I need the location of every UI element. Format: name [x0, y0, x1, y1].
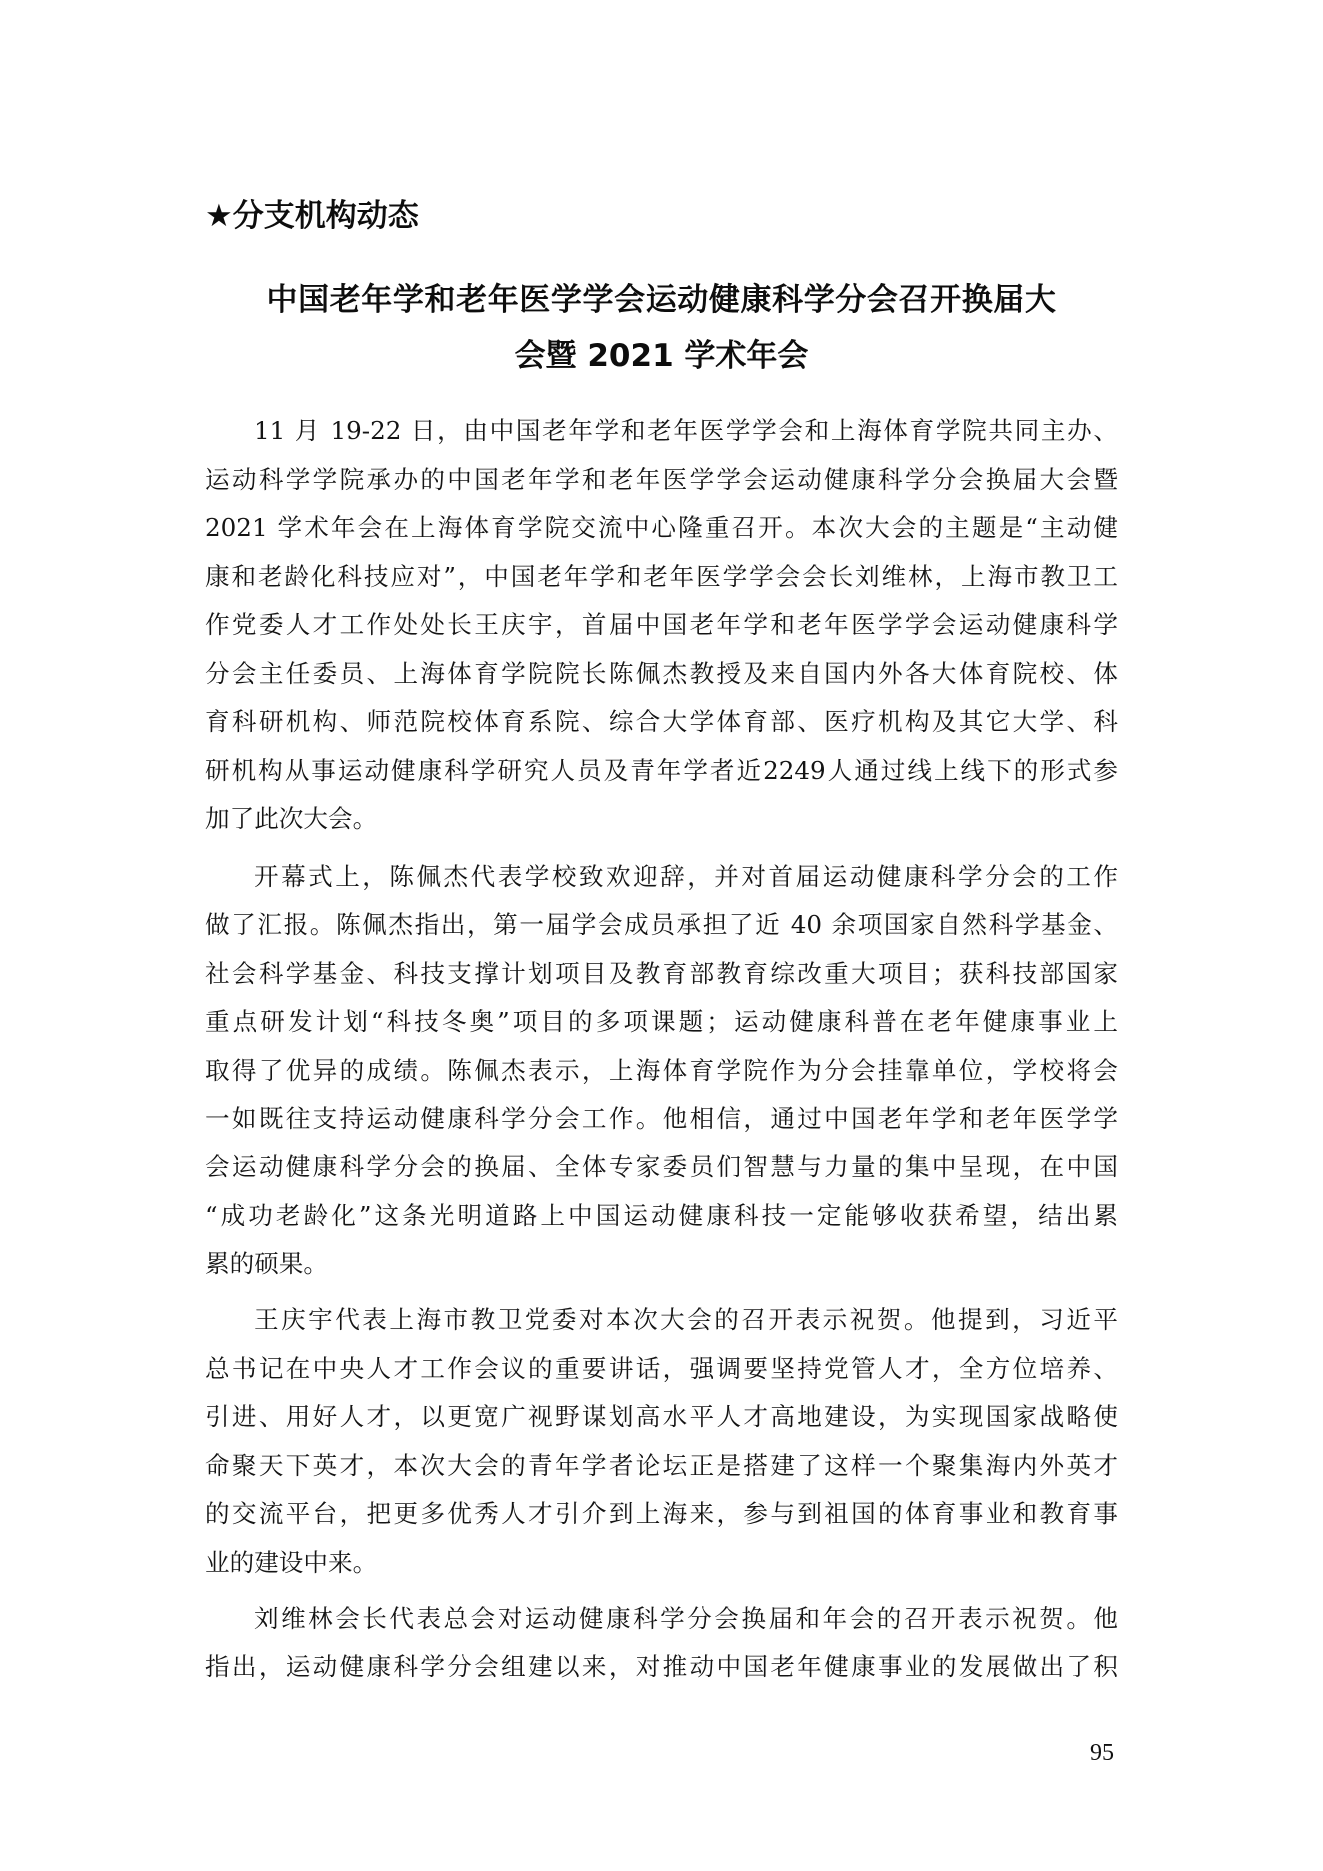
- text-line: 育科研机构、师范院校体育系院、综合大学体育部、医疗机构及其它大学、科: [205, 707, 1118, 736]
- text-line: 会运动健康科学分会的换届、全体专家委员们智慧与力量的集中呈现，在中国: [205, 1152, 1118, 1181]
- section-heading: [205, 196, 419, 236]
- text-line: 加了此次大会。: [205, 804, 378, 833]
- star-icon: ★: [205, 198, 233, 234]
- text-line: 引进、用好人才，以更宽广视野谋划高水平人才高地建设，为实现国家战略使: [205, 1402, 1118, 1431]
- text-line: 11 月 19-22 日，由中国老年学和老年医学学会和上海体育学院共同主办、: [254, 416, 1118, 445]
- text-line: 命聚天下英才，本次大会的青年学者论坛正是搭建了这样一个聚集海内外英才: [205, 1451, 1118, 1480]
- text-line: 开幕式上，陈佩杰代表学校致欢迎辞，并对首届运动健康科学分会的工作: [254, 862, 1118, 891]
- text-line: 分会主任委员、上海体育学院院长陈佩杰教授及来自国内外各大体育院校、体: [205, 659, 1118, 688]
- text-line: 运动科学学院承办的中国老年学和老年医学学会运动健康科学分会换届大会暨: [205, 465, 1118, 494]
- text-line: 一如既往支持运动健康科学分会工作。他相信，通过中国老年学和老年医学学: [205, 1104, 1118, 1133]
- text-line: 社会科学基金、科技支撑计划项目及教育部教育综改重大项目；获科技部国家: [205, 959, 1118, 988]
- text-line: 取得了优异的成绩。陈佩杰表示，上海体育学院作为分会挂靠单位，学校将会: [205, 1056, 1118, 1085]
- article-title-line-1: 中国老年学和老年医学学会运动健康科学分会召开换届大: [266, 282, 1057, 318]
- text-line: 总书记在中央人才工作会议的重要讲话，强调要坚持党管人才，全方位培养、: [205, 1354, 1118, 1383]
- text-line: 研机构从事运动健康科学研究人员及青年学者近2249人通过线上线下的形式参: [205, 756, 1118, 785]
- page-number: 95: [1090, 1740, 1114, 1766]
- text-line: 累的硕果。: [205, 1249, 328, 1278]
- article-title-line-2: 会暨 2021 学术年会: [514, 338, 809, 374]
- text-line: 王庆宇代表上海市教卫党委对本次大会的召开表示祝贺。他提到，习近平: [254, 1305, 1118, 1334]
- text-line: 作党委人才工作处处长王庆宇，首届中国老年学和老年医学学会运动健康科学: [205, 610, 1118, 639]
- text-line: 的交流平台，把更多优秀人才引介到上海来，参与到祖国的体育事业和教育事: [205, 1499, 1118, 1528]
- section-heading-text: 分支机构动态: [232, 198, 419, 234]
- text-line: 业的建设中来。: [205, 1548, 378, 1577]
- text-line: “成功老龄化”这条光明道路上中国运动健康科技一定能够收获希望，结出累: [205, 1201, 1118, 1230]
- text-line: 做了汇报。陈佩杰指出，第一届学会成员承担了近 40 余项国家自然科学基金、: [205, 910, 1118, 939]
- text-line: 刘维林会长代表总会对运动健康科学分会换届和年会的召开表示祝贺。他: [254, 1604, 1118, 1633]
- text-line: 2021 学术年会在上海体育学院交流中心隆重召开。本次大会的主题是“主动健: [205, 513, 1118, 542]
- text-line: 康和老龄化科技应对”，中国老年学和老年医学学会会长刘维林，上海市教卫工: [205, 562, 1118, 591]
- text-line: 指出，运动健康科学分会组建以来，对推动中国老年健康事业的发展做出了积: [205, 1652, 1118, 1681]
- text-line: 重点研发计划“科技冬奥”项目的多项课题；运动健康科普在老年健康事业上: [205, 1007, 1118, 1036]
